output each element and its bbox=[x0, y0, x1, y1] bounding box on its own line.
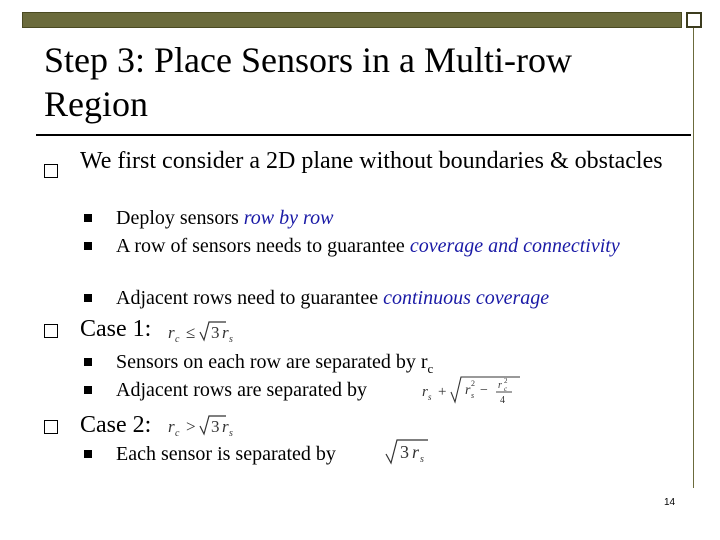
svg-text:+: + bbox=[438, 384, 447, 400]
svg-text:>: > bbox=[186, 417, 196, 436]
svg-text:≤: ≤ bbox=[186, 323, 196, 342]
svg-text:2: 2 bbox=[504, 377, 508, 385]
svg-text:s: s bbox=[428, 392, 432, 402]
svg-text:s: s bbox=[471, 391, 475, 400]
case-1-formula bbox=[166, 318, 246, 346]
svg-text:s: s bbox=[229, 334, 233, 345]
bullet-dot-icon bbox=[84, 358, 92, 366]
bullet-dot-icon bbox=[84, 294, 92, 302]
svg-text:r: r bbox=[465, 383, 471, 398]
bullet-dot-icon bbox=[84, 214, 92, 222]
bullet-square-icon bbox=[44, 164, 58, 178]
svg-text:3: 3 bbox=[211, 417, 220, 436]
bullet-3-1: Each sensor is separated by bbox=[116, 443, 336, 465]
svg-text:r: r bbox=[222, 417, 229, 436]
svg-text:r: r bbox=[498, 380, 502, 391]
svg-text:c: c bbox=[504, 385, 508, 393]
bullet-1-3: Adjacent rows need to guarantee continuous coverage bbox=[116, 287, 550, 309]
svg-text:r: r bbox=[412, 442, 420, 462]
case-2-formula bbox=[166, 412, 246, 440]
svg-text:c: c bbox=[175, 334, 180, 345]
bullet-dot-icon bbox=[84, 386, 92, 394]
svg-text:s: s bbox=[229, 428, 233, 439]
svg-text:4: 4 bbox=[500, 395, 505, 406]
svg-text:r: r bbox=[222, 323, 229, 342]
svg-text:r: r bbox=[168, 417, 175, 436]
header-decoration-square bbox=[686, 12, 702, 28]
bullet-square-icon bbox=[44, 324, 58, 338]
svg-text:−: − bbox=[480, 383, 488, 398]
svg-text:3: 3 bbox=[400, 442, 409, 462]
header-decoration-bar bbox=[22, 12, 682, 28]
svg-text:r: r bbox=[168, 323, 175, 342]
svg-text:3: 3 bbox=[211, 323, 220, 342]
sensor-separation-formula bbox=[384, 436, 444, 468]
bullet-1-1: Deploy sensors row by row bbox=[116, 207, 334, 229]
bullet-1-2: A row of sensors needs to guarantee coverage and connectivity bbox=[116, 235, 620, 257]
svg-text:2: 2 bbox=[471, 379, 475, 388]
svg-text:r: r bbox=[422, 384, 428, 400]
case-1-label: Case 1: bbox=[80, 316, 152, 342]
right-decoration-line bbox=[693, 28, 694, 488]
bullet-1-text: We first consider a 2D plane without boundaries & obstacles bbox=[80, 148, 663, 174]
slide-title: Step 3: Place Sensors in a Multi-row Region bbox=[44, 40, 572, 124]
bullet-2-2: Adjacent rows are separated by bbox=[116, 379, 367, 401]
case-2-label: Case 2: bbox=[80, 412, 152, 438]
bullet-2-1: Sensors on each row are separated by $r_c$ bbox=[116, 351, 434, 376]
bullet-dot-icon bbox=[84, 242, 92, 250]
title-divider bbox=[36, 134, 691, 136]
bullet-square-icon bbox=[44, 420, 58, 434]
page-number: 14 bbox=[664, 497, 676, 508]
svg-text:s: s bbox=[420, 454, 424, 465]
bullet-dot-icon bbox=[84, 450, 92, 458]
svg-text:c: c bbox=[175, 428, 180, 439]
row-separation-formula bbox=[420, 374, 530, 408]
